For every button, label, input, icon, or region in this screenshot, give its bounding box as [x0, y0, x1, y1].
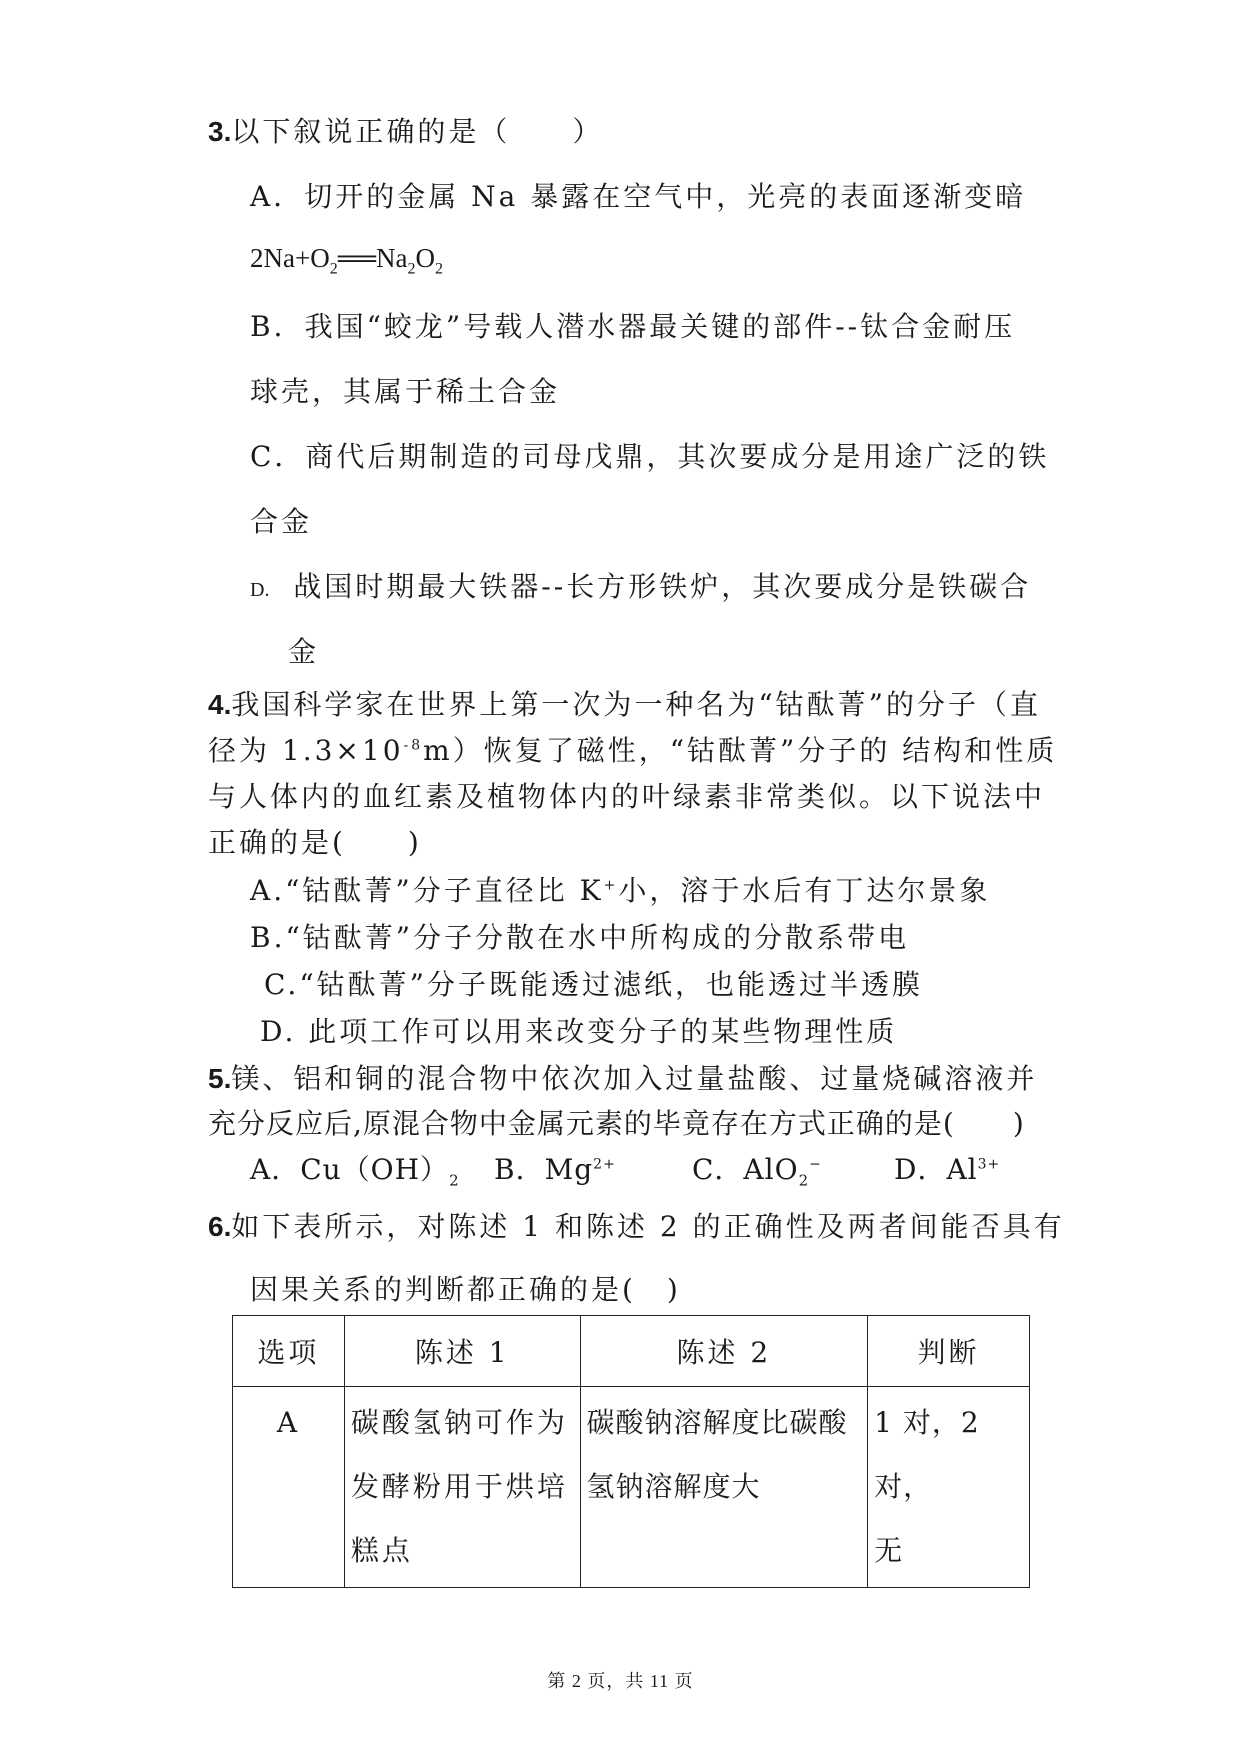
table-header-row — [233, 1316, 1030, 1387]
q5-option-a: A．$Cu(OH)_2$ — [250, 1153, 460, 1190]
q3-option-a-formula: $2Na+O_2══Na_2O_2$ — [250, 243, 443, 278]
table-cell-statement2: 碳酸钠溶解度比碳酸 氢钠溶解度大 — [580, 1387, 868, 1588]
q4-option-c: C.“钴酞菁”分子既能透过滤纸，也能透过半透膜 — [264, 968, 923, 1001]
q4-stem-line3: 与人体内的血红素及植物体内的叶绿素非常类似。以下说法中 — [208, 780, 1046, 813]
q6-number: 6. — [208, 1211, 232, 1242]
q4-option-a: A.“钴酞菁”分子直径比 K+小，溶于水后有丁达尔景象 — [250, 874, 991, 907]
q4-stem-line4: 正确的是( ) — [208, 826, 422, 859]
table-cell-statement1: 碳酸氢钠可作为 发酵粉用于烘培 糕点 — [344, 1387, 580, 1588]
table-row — [233, 1387, 1030, 1588]
q6-table — [232, 1315, 1030, 1588]
q5-number: 5. — [208, 1063, 232, 1094]
q5-stem-line1: 5.镁、铝和铜的混合物中依次加入过量盐酸、过量烧碱溶液并 — [208, 1062, 1038, 1095]
q4-stem-line2: 径为 $1.3\times 10^{-8}m$）恢复了磁性，“钴酞菁”分子的 结构和性质 — [208, 734, 1058, 767]
q3-option-c-line2: 合金 — [250, 505, 313, 538]
q6-stem-line2: 因果关系的判断都正确的是( ) — [250, 1273, 681, 1306]
table-header-cell: 陈述 2 — [580, 1316, 868, 1387]
q3-number: 3. — [208, 116, 232, 147]
q5-stem-line2: 充分反应后,原混合物中金属元素的毕竟存在方式正确的是( ) — [208, 1107, 1025, 1140]
q6-stem-line1: 6.如下表所示，对陈述 1 和陈述 2 的正确性及两者间能否具有 — [208, 1210, 1065, 1243]
q3-option-c-line1: C．商代后期制造的司母戊鼎，其次要成分是用途广泛的铁 — [250, 440, 1050, 473]
q3-option-d-line2: 金 — [288, 635, 320, 668]
q3-option-d-label: D. — [250, 579, 270, 601]
q5-option-c: C．AlO$_2$− — [692, 1153, 822, 1190]
q5-option-b: B．$Mg^{2+}$ — [494, 1153, 616, 1186]
q3-option-b-line2: 球壳，其属于稀土合金 — [250, 375, 561, 408]
q4-stem-line1: 4.我国科学家在世界上第一次为一种名为“钴酞菁”的分子（直 — [208, 688, 1041, 721]
q3-stem: 以下叙说正确的是（ ） — [231, 115, 604, 148]
q4-option-b: B.“钴酞菁”分子分散在水中所构成的分散系带电 — [250, 921, 910, 954]
table-cell-option: A — [233, 1387, 345, 1588]
table-header-cell: 选项 — [233, 1316, 345, 1387]
page-footer: 第 2 页，共 11 页 — [547, 1671, 694, 1691]
table-cell-judgement: 1 对，2 对， 无 — [868, 1387, 1030, 1588]
table-header-cell: 陈述 1 — [344, 1316, 580, 1387]
q4-option-d: D. 此项工作可以用来改变分子的某些物理性质 — [260, 1015, 898, 1048]
q3-option-b-line1: B．我国“蛟龙”号载人潜水器最关键的部件--钛合金耐压 — [250, 310, 1016, 343]
table-header-cell: 判断 — [868, 1316, 1030, 1387]
q4-number: 4. — [208, 689, 232, 720]
q3-option-a: A．切开的金属 Na 暴露在空气中，光亮的表面逐渐变暗 — [250, 180, 1027, 213]
q3-option-d-line1: D. 战国时期最大铁器--长方形铁炉，其次要成分是铁碳合 — [250, 570, 1032, 603]
q3-stem-line — [208, 110, 603, 150]
q5-option-d: D．$Al^{3+}$ — [894, 1153, 1001, 1186]
